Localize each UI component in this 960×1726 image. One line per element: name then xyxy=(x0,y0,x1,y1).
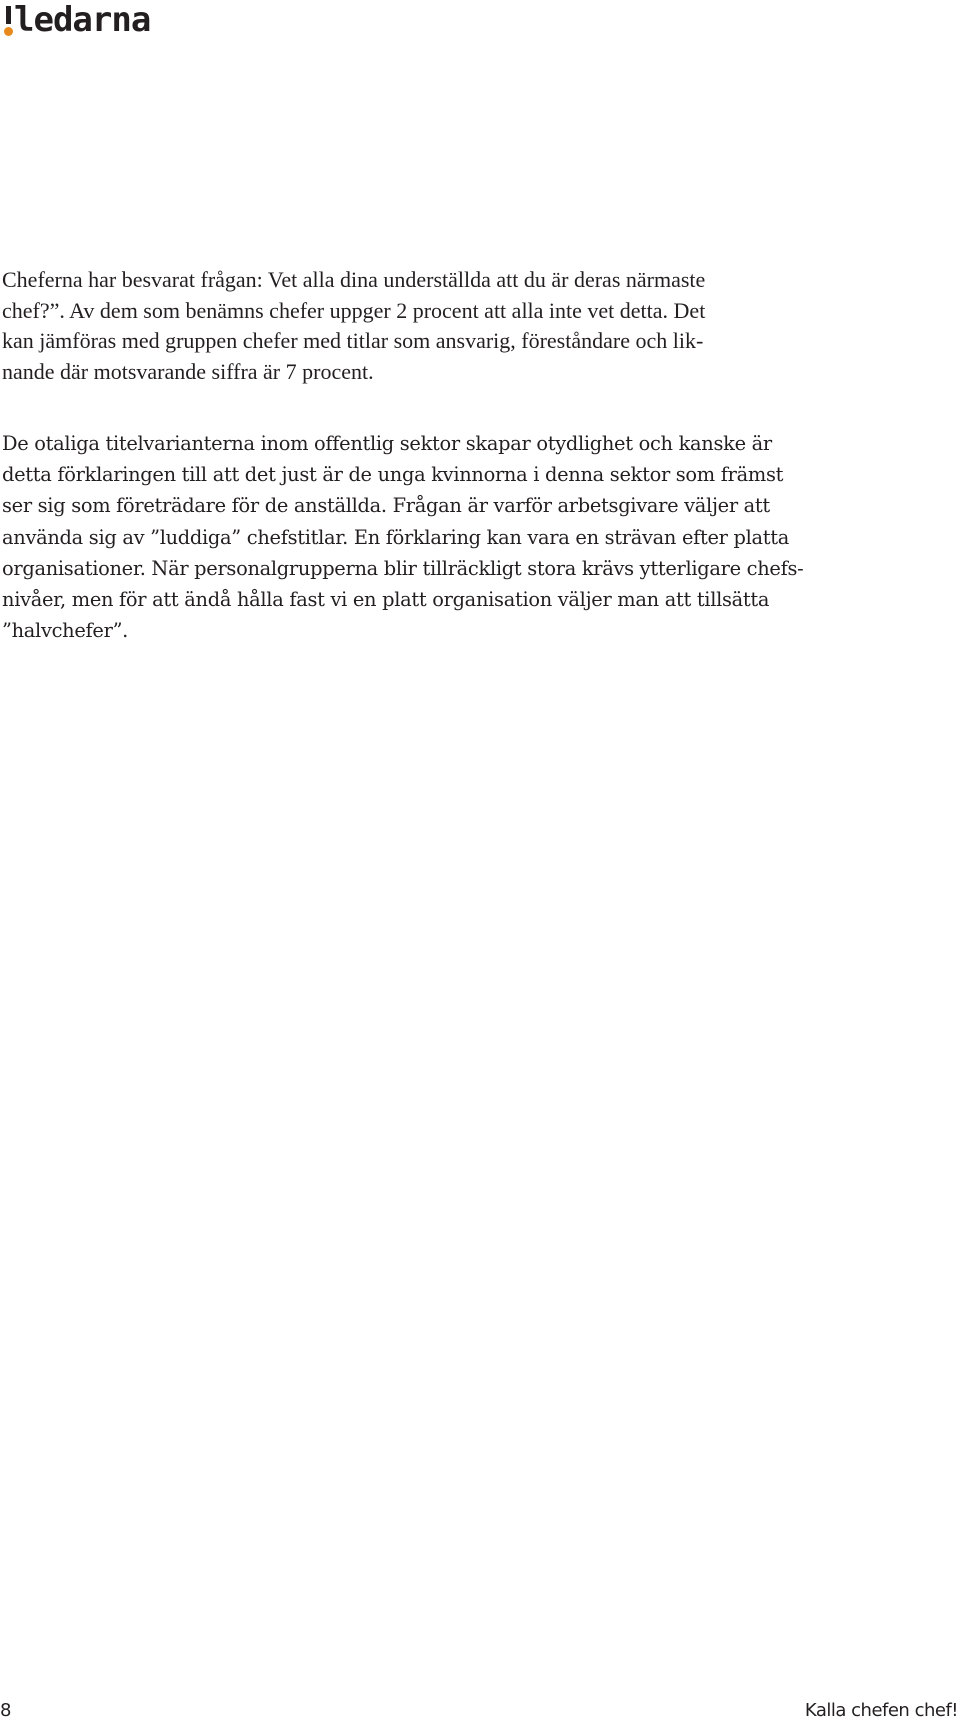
paragraph-2-line: ”halvchefer”. xyxy=(2,619,129,643)
page-number: 8 xyxy=(0,1700,12,1721)
paragraph-1-line: Cheferna har besvarat frågan: Vet alla dina underställda att du är deras närmaste xyxy=(2,267,706,292)
paragraph-2-line: ser sig som företrädare för de anställda. Frågan är varför arbetsgivare väljer att xyxy=(2,494,770,518)
paragraph-1-line: chef?”. Av dem som benämns chefer uppger 2 procent att alla inte vet detta. Det xyxy=(2,297,706,323)
paragraph-2-line: nivåer, men för att ändå hålla fast vi en platt organisation väljer man att tillsätta xyxy=(2,588,770,612)
paragraph-2-line: använda sig av ”luddiga” chefstitlar. En förklaring kan vara en strävan efter platta xyxy=(2,525,790,549)
logo-mark-icon xyxy=(2,0,14,40)
publication-title: Kalla chefen chef! xyxy=(804,1700,958,1721)
paragraph-2-line: organisationer. När personalgrupperna blir tillräckligt stora krävs ytterligare chefs- xyxy=(2,556,804,580)
paragraph-2 xyxy=(2,428,952,646)
paragraph-1-line: nande där motsvarande siffra är 7 procent. xyxy=(2,358,374,384)
logo-bar xyxy=(6,6,11,24)
logo-dot xyxy=(4,27,13,36)
paragraph-2-line: detta förklaringen till att det just är de unga kvinnorna i denna sektor som främst xyxy=(2,463,784,487)
paragraph-1-line: kan jämföras med gruppen chefer med titlar som ansvarig, föreståndare och lik- xyxy=(2,328,704,353)
paragraph-2-line: De otaliga titelvarianterna inom offentlig sektor skapar otydlighet och kanske är xyxy=(2,432,772,455)
paragraph-1 xyxy=(2,265,932,387)
logo-text: ledarna xyxy=(14,0,151,40)
ledarna-logo xyxy=(2,0,150,44)
